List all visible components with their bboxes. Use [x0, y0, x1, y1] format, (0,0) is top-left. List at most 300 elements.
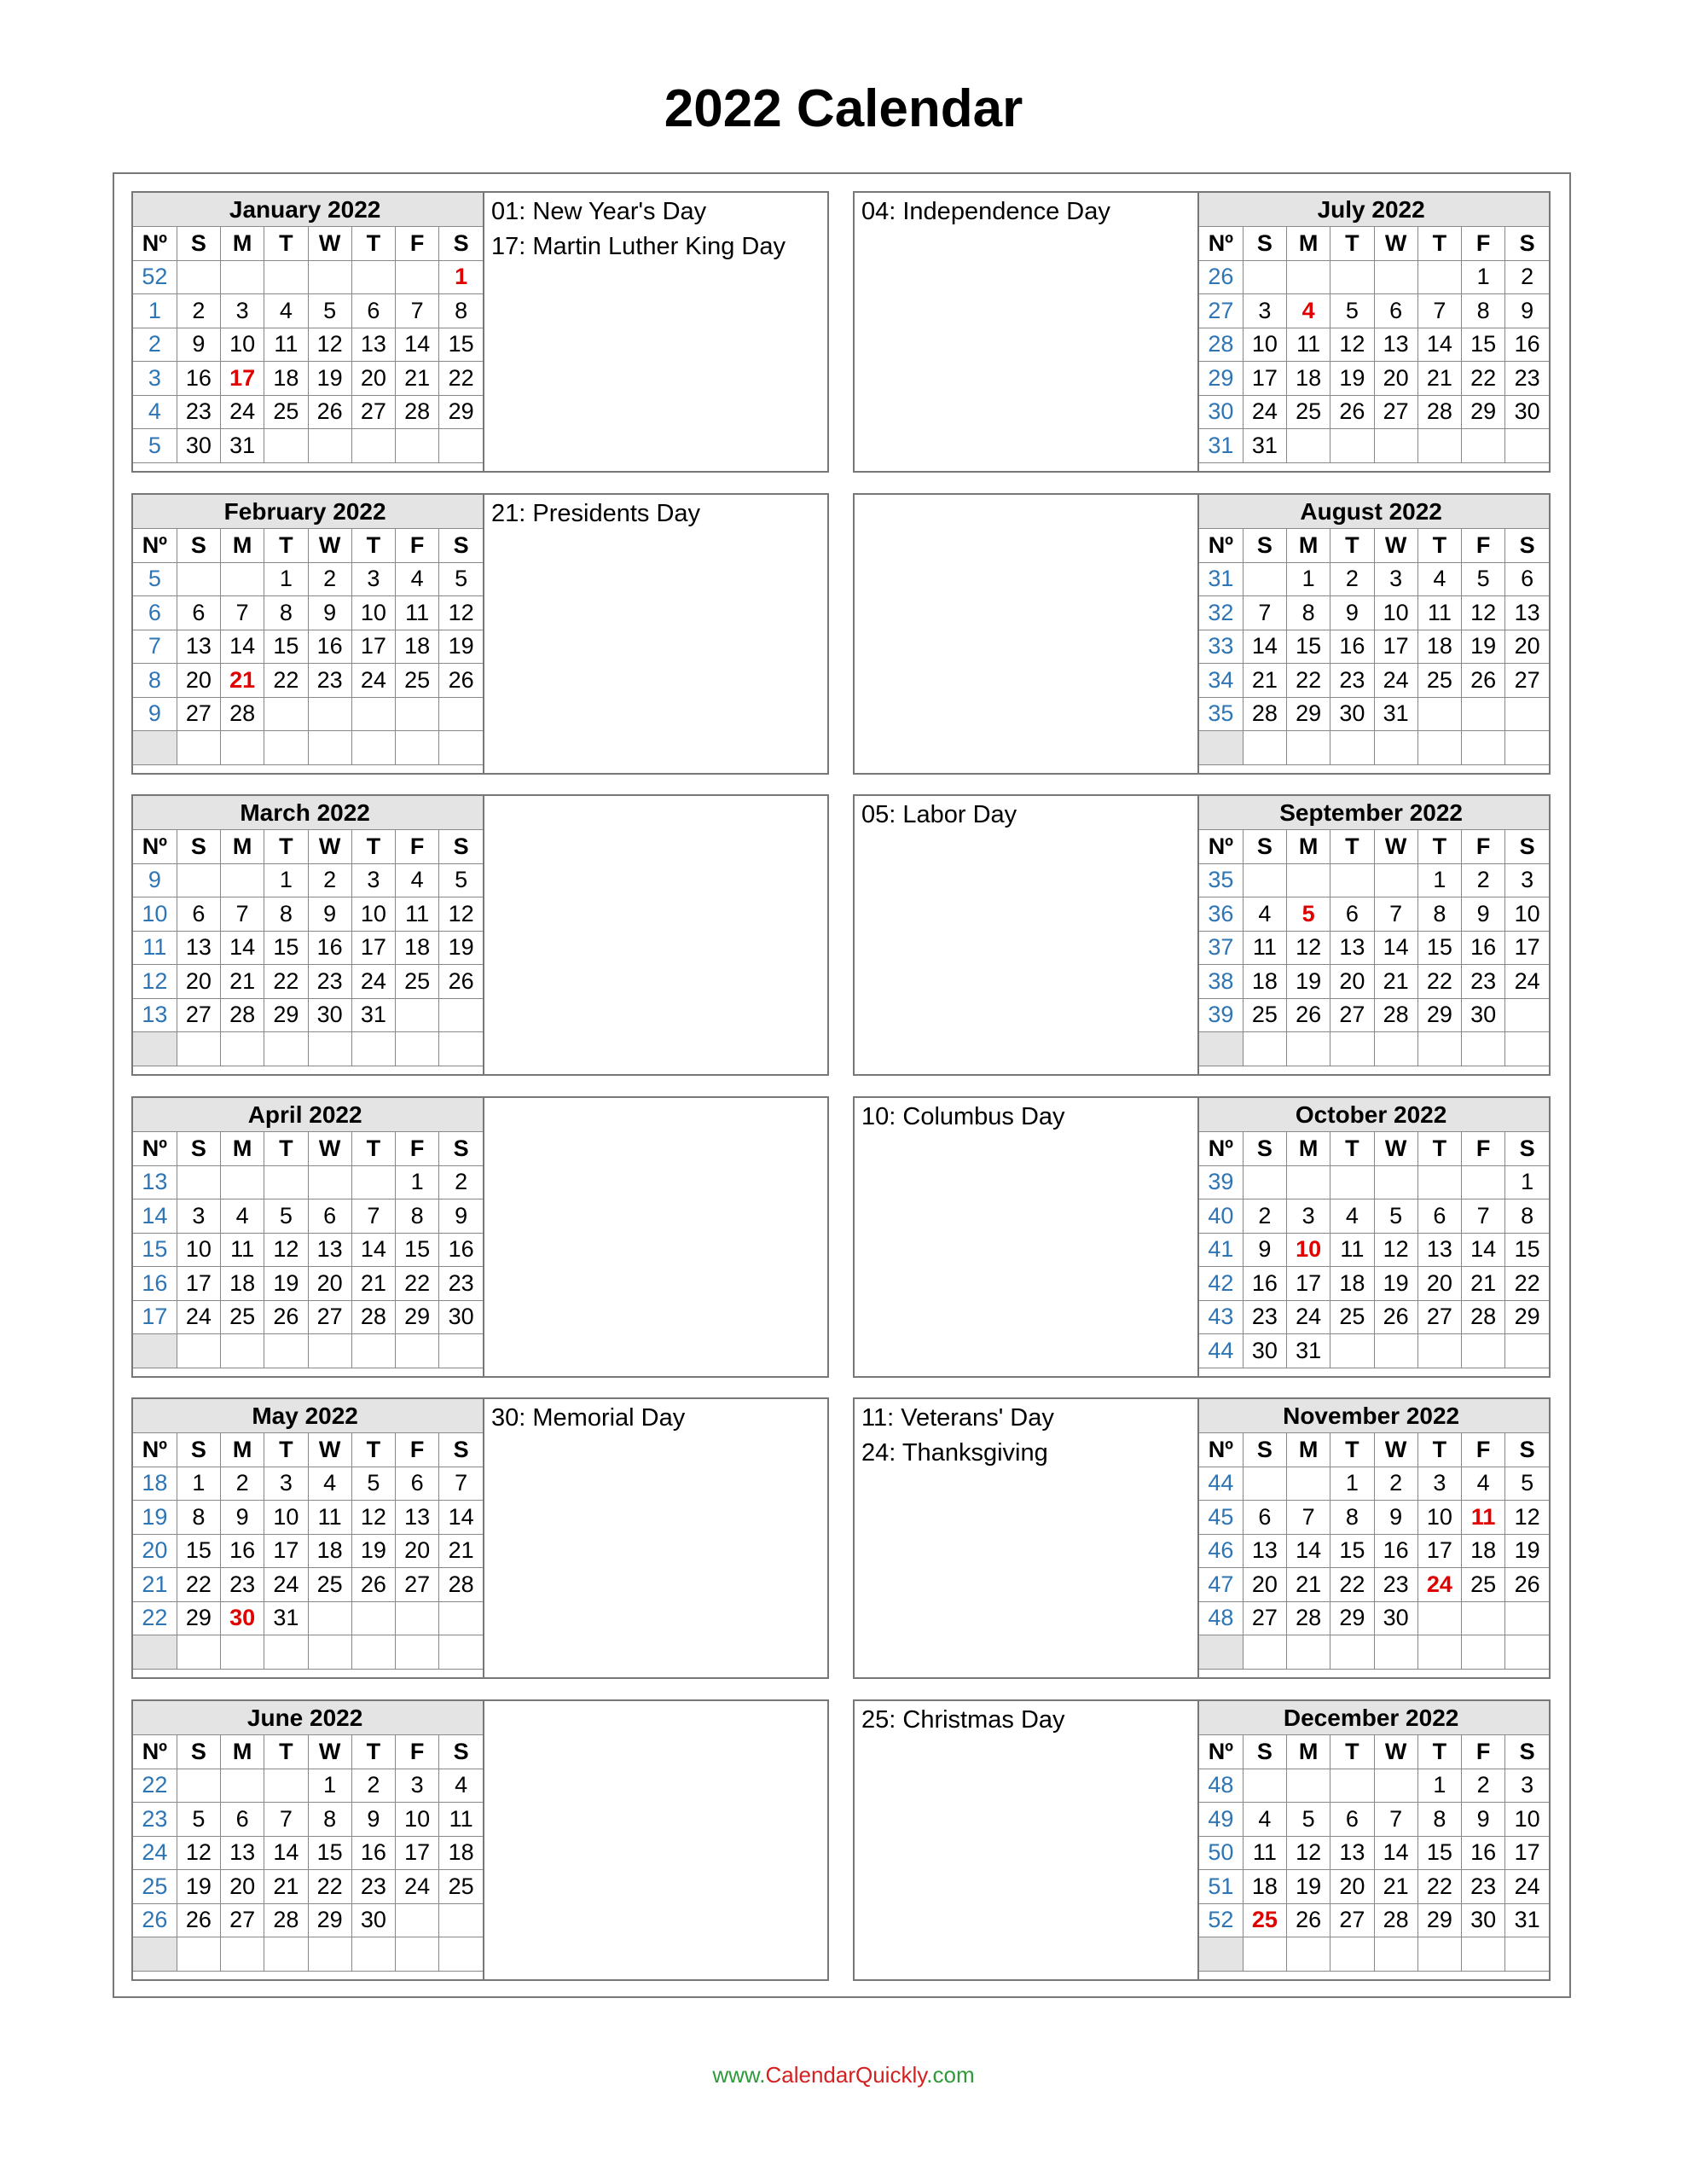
date-cell: 9	[1330, 596, 1374, 630]
weekday-header: W	[1374, 1735, 1417, 1769]
date-cell: 18	[439, 1836, 483, 1870]
week-number: 47	[1199, 1568, 1243, 1602]
empty-cell	[351, 697, 395, 731]
date-cell: 10	[1374, 596, 1417, 630]
date-cell: 19	[439, 630, 483, 664]
empty-cell	[1243, 1165, 1286, 1199]
date-cell: 20	[1417, 1267, 1461, 1301]
empty-cell	[351, 260, 395, 294]
empty-cell	[1330, 260, 1374, 294]
week-number: 26	[1199, 260, 1243, 294]
week-number: 25	[133, 1870, 177, 1904]
week-row	[133, 1903, 483, 1937]
date-cell: 17	[1505, 931, 1549, 965]
month-header-spacer	[133, 796, 177, 830]
date-cell: 11	[396, 596, 439, 630]
week-row	[133, 1032, 483, 1066]
week-number: 23	[133, 1803, 177, 1837]
month-header-spacer	[133, 495, 177, 529]
week-row	[133, 1334, 483, 1368]
date-cell: 17	[1505, 1836, 1549, 1870]
empty-cell	[1287, 731, 1330, 765]
date-cell: 27	[177, 998, 220, 1032]
date-cell: 7	[1374, 1803, 1417, 1837]
weekday-header: T	[264, 529, 308, 563]
date-cell: 1	[1505, 1165, 1549, 1199]
week-number: 15	[133, 1233, 177, 1267]
empty-cell	[264, 697, 308, 731]
weekday-header: S	[177, 529, 220, 563]
weekday-header: S	[1243, 830, 1286, 864]
date-cell: 23	[1505, 362, 1549, 396]
weekday-header: T	[1417, 1132, 1461, 1166]
date-cell: 15	[308, 1836, 351, 1870]
week-number-empty	[133, 1334, 177, 1368]
date-cell: 7	[351, 1199, 395, 1234]
date-cell: 5	[308, 294, 351, 328]
date-cell: 26	[308, 395, 351, 429]
week-row	[133, 1165, 483, 1199]
week-row	[133, 931, 483, 965]
date-cell: 26	[1462, 664, 1505, 698]
weekday-header: T	[351, 227, 395, 261]
month-table-wrap	[1197, 495, 1549, 773]
empty-cell	[1417, 1601, 1461, 1635]
date-cell: 8	[1417, 897, 1461, 932]
week-number-empty	[133, 731, 177, 765]
week-number: 52	[1199, 1903, 1243, 1937]
weekday-header: T	[1330, 830, 1374, 864]
date-cell: 14	[221, 630, 264, 664]
month-block	[853, 1096, 1551, 1378]
empty-cell	[1462, 697, 1505, 731]
empty-cell	[1417, 429, 1461, 463]
month-header-spacer	[1199, 796, 1243, 830]
empty-cell	[177, 1032, 220, 1066]
date-cell: 29	[308, 1903, 351, 1937]
date-cell: 3	[351, 562, 395, 596]
date-cell: 15	[264, 630, 308, 664]
date-cell: 2	[308, 863, 351, 897]
date-cell: 24	[1287, 1300, 1330, 1334]
month-table-wrap	[133, 495, 484, 773]
date-cell: 20	[1330, 1870, 1374, 1904]
weekday-header: W	[1374, 529, 1417, 563]
empty-cell	[351, 1165, 395, 1199]
weekday-header: W	[1374, 1433, 1417, 1467]
date-cell: 22	[396, 1267, 439, 1301]
empty-cell	[396, 1032, 439, 1066]
week-row	[1199, 1769, 1549, 1803]
week-row	[133, 998, 483, 1032]
date-cell: 9	[221, 1501, 264, 1535]
date-cell: 18	[308, 1534, 351, 1568]
date-cell: 8	[264, 596, 308, 630]
empty-cell	[177, 1334, 220, 1368]
empty-cell	[351, 429, 395, 463]
date-cell: 14	[1374, 931, 1417, 965]
date-cell: 9	[439, 1199, 483, 1234]
empty-cell	[264, 260, 308, 294]
month-name: May 2022	[177, 1399, 483, 1433]
date-cell: 31	[1505, 1903, 1549, 1937]
date-cell: 2	[439, 1165, 483, 1199]
month-table-wrap	[133, 1399, 484, 1677]
date-cell: 6	[1505, 562, 1549, 596]
date-cell: 31	[351, 998, 395, 1032]
date-cell: 11	[1417, 596, 1461, 630]
weekday-header: W	[308, 830, 351, 864]
week-number-header: Nº	[133, 1433, 177, 1467]
weekday-header: T	[1417, 1433, 1461, 1467]
weekday-header: S	[439, 1735, 483, 1769]
date-cell: 6	[177, 596, 220, 630]
date-cell: 18	[221, 1267, 264, 1301]
empty-cell	[308, 731, 351, 765]
empty-cell	[308, 1334, 351, 1368]
footer-url[interactable]	[0, 2058, 1687, 2092]
date-cell: 16	[177, 362, 220, 396]
empty-cell	[1374, 863, 1417, 897]
weekday-header: M	[1287, 1735, 1330, 1769]
weekday-header: T	[264, 1735, 308, 1769]
date-cell: 25	[1330, 1300, 1374, 1334]
week-row	[133, 1501, 483, 1535]
date-cell: 22	[264, 664, 308, 698]
empty-cell	[177, 562, 220, 596]
week-row	[133, 328, 483, 362]
date-cell: 19	[264, 1267, 308, 1301]
date-cell: 16	[1505, 328, 1549, 362]
weekday-header: S	[177, 1735, 220, 1769]
date-cell: 31	[1374, 697, 1417, 731]
week-row	[133, 897, 483, 932]
weekday-header: S	[177, 1433, 220, 1467]
date-cell: 14	[396, 328, 439, 362]
date-cell: 18	[1243, 1870, 1286, 1904]
weekday-header: F	[396, 227, 439, 261]
week-number: 36	[1199, 897, 1243, 932]
date-cell: 24	[264, 1568, 308, 1602]
date-cell: 20	[1505, 630, 1549, 664]
weekday-header: W	[1374, 227, 1417, 261]
date-cell: 11	[439, 1803, 483, 1837]
empty-cell	[308, 697, 351, 731]
week-row	[133, 294, 483, 328]
week-number: 22	[133, 1769, 177, 1803]
week-row	[1199, 931, 1549, 965]
empty-cell	[308, 429, 351, 463]
date-cell: 19	[1374, 1267, 1417, 1301]
date-cell: 24	[351, 664, 395, 698]
date-cell: 5	[1505, 1467, 1549, 1501]
week-row	[133, 1568, 483, 1602]
holiday-notes	[855, 1701, 1197, 1979]
date-cell: 24	[1243, 395, 1286, 429]
date-cell: 12	[1505, 1501, 1549, 1535]
date-cell: 15	[1417, 931, 1461, 965]
date-cell: 29	[1330, 1601, 1374, 1635]
date-cell: 10	[1505, 897, 1549, 932]
date-cell: 17	[1374, 630, 1417, 664]
date-cell: 3	[351, 863, 395, 897]
date-cell: 4	[396, 562, 439, 596]
date-cell: 27	[1330, 998, 1374, 1032]
week-number-empty	[1199, 1032, 1243, 1066]
date-cell: 26	[1287, 998, 1330, 1032]
page-title: 2022 Calendar	[664, 79, 1023, 138]
date-cell: 14	[1462, 1233, 1505, 1267]
weekday-header: T	[351, 830, 395, 864]
date-cell: 18	[1417, 630, 1461, 664]
holiday-note: 05: Labor Day	[861, 801, 1017, 828]
week-number: 46	[1199, 1534, 1243, 1568]
week-row	[133, 1199, 483, 1234]
month-block	[131, 1699, 829, 1981]
date-cell: 2	[1243, 1199, 1286, 1234]
week-row	[1199, 596, 1549, 630]
date-cell: 17	[1287, 1267, 1330, 1301]
date-cell: 7	[1287, 1501, 1330, 1535]
week-row	[133, 1601, 483, 1635]
week-row	[1199, 1501, 1549, 1535]
holiday-notes	[484, 193, 827, 471]
week-number: 34	[1199, 664, 1243, 698]
date-cell: 28	[264, 1903, 308, 1937]
date-cell: 29	[177, 1601, 220, 1635]
date-cell: 28	[1462, 1300, 1505, 1334]
week-row	[1199, 294, 1549, 328]
weekday-header: T	[351, 1132, 395, 1166]
weekday-header: T	[351, 1735, 395, 1769]
date-cell: 16	[1330, 630, 1374, 664]
date-cell: 17	[177, 1267, 220, 1301]
week-row	[133, 362, 483, 396]
date-cell: 12	[439, 897, 483, 932]
date-cell: 29	[1287, 697, 1330, 731]
holiday-notes	[484, 1399, 827, 1677]
date-cell: 12	[264, 1233, 308, 1267]
empty-cell	[396, 697, 439, 731]
date-cell: 26	[439, 664, 483, 698]
date-cell: 20	[351, 362, 395, 396]
date-cell: 9	[308, 596, 351, 630]
month-table	[133, 1701, 483, 1972]
empty-cell	[221, 1165, 264, 1199]
date-cell: 19	[1287, 1870, 1330, 1904]
date-cell: 14	[1287, 1534, 1330, 1568]
date-cell: 27	[1417, 1300, 1461, 1334]
date-cell: 28	[439, 1568, 483, 1602]
empty-cell	[396, 1334, 439, 1368]
holiday-date: 24	[1417, 1568, 1461, 1602]
month-table-wrap	[133, 1701, 484, 1979]
date-cell: 22	[1505, 1267, 1549, 1301]
date-cell: 11	[308, 1501, 351, 1535]
week-number: 17	[133, 1300, 177, 1334]
month-name: June 2022	[177, 1701, 483, 1735]
date-cell: 23	[308, 664, 351, 698]
date-cell: 30	[1462, 1903, 1505, 1937]
date-cell: 9	[1462, 897, 1505, 932]
empty-cell	[1374, 1334, 1417, 1368]
date-cell: 21	[1374, 965, 1417, 999]
month-table	[1199, 193, 1549, 463]
date-cell: 9	[177, 328, 220, 362]
empty-cell	[1287, 1937, 1330, 1972]
date-cell: 2	[351, 1769, 395, 1803]
empty-cell	[1243, 731, 1286, 765]
date-cell: 12	[1287, 1836, 1330, 1870]
empty-cell	[221, 1032, 264, 1066]
date-cell: 16	[308, 630, 351, 664]
week-row	[1199, 429, 1549, 463]
date-cell: 27	[221, 1903, 264, 1937]
empty-cell	[1287, 429, 1330, 463]
date-cell: 10	[1243, 328, 1286, 362]
empty-cell	[351, 1032, 395, 1066]
date-cell: 7	[221, 596, 264, 630]
date-cell: 28	[1243, 697, 1286, 731]
holiday-note: 21: Presidents Day	[491, 500, 701, 527]
date-cell: 7	[396, 294, 439, 328]
date-cell: 19	[439, 931, 483, 965]
week-row	[133, 697, 483, 731]
week-number: 35	[1199, 697, 1243, 731]
date-cell: 5	[439, 562, 483, 596]
week-number-header: Nº	[1199, 830, 1243, 864]
month-table-wrap	[1197, 1399, 1549, 1677]
date-cell: 6	[1417, 1199, 1461, 1234]
date-cell: 13	[1243, 1534, 1286, 1568]
date-cell: 6	[396, 1467, 439, 1501]
date-cell: 19	[1505, 1534, 1549, 1568]
date-cell: 15	[1330, 1534, 1374, 1568]
weekday-header: W	[308, 1735, 351, 1769]
week-number: 13	[133, 998, 177, 1032]
date-cell: 18	[396, 630, 439, 664]
date-cell: 1	[1417, 1769, 1461, 1803]
week-number-header: Nº	[133, 1132, 177, 1166]
month-name: January 2022	[177, 193, 483, 227]
weekday-header: T	[264, 1433, 308, 1467]
empty-cell	[221, 562, 264, 596]
date-cell: 28	[221, 998, 264, 1032]
weekday-header: S	[439, 227, 483, 261]
date-cell: 21	[396, 362, 439, 396]
month-block	[131, 191, 829, 473]
holiday-date: 1	[439, 260, 483, 294]
date-cell: 8	[1417, 1803, 1461, 1837]
weekday-header: F	[1462, 227, 1505, 261]
date-cell: 20	[396, 1534, 439, 1568]
date-cell: 3	[1243, 294, 1286, 328]
date-cell: 7	[221, 897, 264, 932]
empty-cell	[1462, 1635, 1505, 1670]
empty-cell	[439, 731, 483, 765]
date-cell: 25	[396, 965, 439, 999]
date-cell: 23	[1462, 1870, 1505, 1904]
empty-cell	[264, 1165, 308, 1199]
date-cell: 12	[439, 596, 483, 630]
week-number-header: Nº	[1199, 227, 1243, 261]
weekday-header: T	[351, 1433, 395, 1467]
date-cell: 23	[351, 1870, 395, 1904]
empty-cell	[439, 1937, 483, 1972]
week-row	[1199, 1803, 1549, 1837]
date-cell: 4	[264, 294, 308, 328]
empty-cell	[264, 731, 308, 765]
date-cell: 30	[177, 429, 220, 463]
empty-cell	[1330, 1937, 1374, 1972]
empty-cell	[1462, 1165, 1505, 1199]
empty-cell	[264, 1769, 308, 1803]
date-cell: 21	[439, 1534, 483, 1568]
date-cell: 8	[1287, 596, 1330, 630]
weekday-header: F	[1462, 830, 1505, 864]
week-row	[133, 1635, 483, 1670]
weekday-header: M	[1287, 529, 1330, 563]
empty-cell	[1243, 260, 1286, 294]
date-cell: 31	[221, 429, 264, 463]
date-cell: 3	[177, 1199, 220, 1234]
date-cell: 12	[1462, 596, 1505, 630]
date-cell: 16	[308, 931, 351, 965]
week-row	[1199, 630, 1549, 664]
holiday-notes	[484, 495, 827, 773]
month-block	[131, 1397, 829, 1679]
week-row	[1199, 1635, 1549, 1670]
date-cell: 31	[1243, 429, 1286, 463]
date-cell: 28	[396, 395, 439, 429]
empty-cell	[308, 1601, 351, 1635]
week-row	[133, 1233, 483, 1267]
date-cell: 3	[264, 1467, 308, 1501]
empty-cell	[1417, 1032, 1461, 1066]
empty-cell	[1330, 429, 1374, 463]
week-number: 16	[133, 1267, 177, 1301]
empty-cell	[1505, 429, 1549, 463]
week-number: 48	[1199, 1769, 1243, 1803]
weekday-header: S	[1505, 529, 1549, 563]
empty-cell	[1374, 1769, 1417, 1803]
weekday-header: W	[1374, 830, 1417, 864]
date-cell: 7	[1417, 294, 1461, 328]
week-number: 5	[133, 562, 177, 596]
week-row	[1199, 1467, 1549, 1501]
date-cell: 30	[1462, 998, 1505, 1032]
week-number: 41	[1199, 1233, 1243, 1267]
date-cell: 7	[1243, 596, 1286, 630]
week-row	[1199, 1903, 1549, 1937]
empty-cell	[439, 1601, 483, 1635]
empty-cell	[351, 1601, 395, 1635]
empty-cell	[221, 1334, 264, 1368]
date-cell: 5	[1330, 294, 1374, 328]
date-cell: 28	[1374, 1903, 1417, 1937]
weekday-header: F	[1462, 529, 1505, 563]
week-row	[1199, 1534, 1549, 1568]
date-cell: 14	[221, 931, 264, 965]
week-row	[1199, 328, 1549, 362]
empty-cell	[1243, 1467, 1286, 1501]
empty-cell	[396, 429, 439, 463]
date-cell: 18	[1243, 965, 1286, 999]
date-cell: 15	[1462, 328, 1505, 362]
date-cell: 1	[308, 1769, 351, 1803]
date-cell: 22	[1287, 664, 1330, 698]
date-cell: 19	[1462, 630, 1505, 664]
